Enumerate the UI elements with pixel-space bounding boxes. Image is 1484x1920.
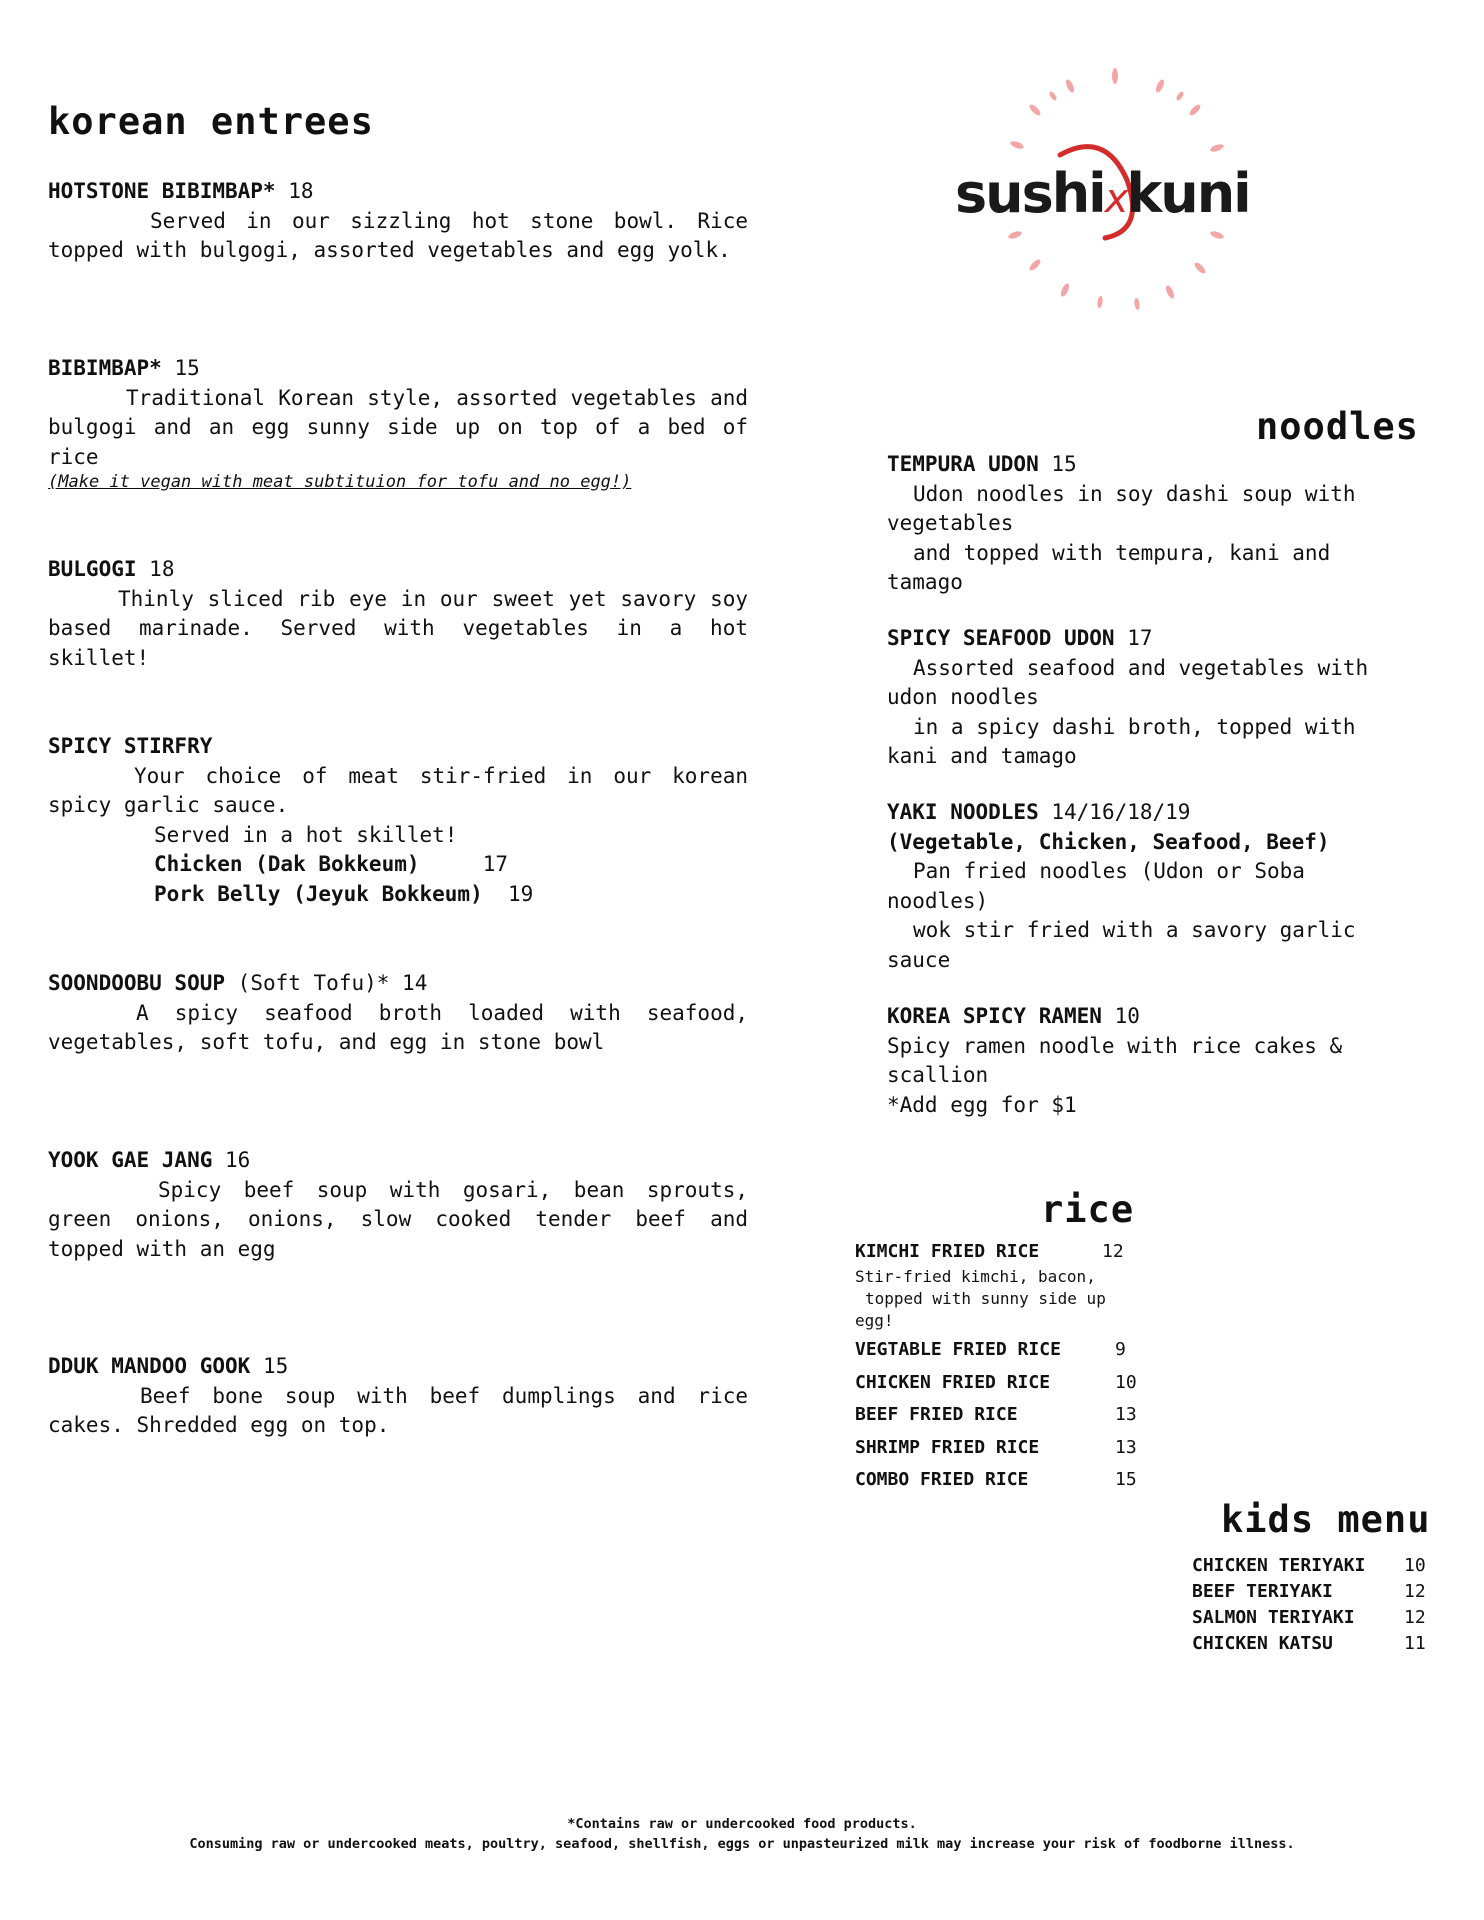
kids-list [1192,1553,1432,1657]
item-price: 15 [1051,452,1077,476]
item-name: CHICKEN KATSU [1192,1633,1333,1654]
item-desc-line: sauce [887,947,951,972]
menu-item-hotstone-bibimbap [48,177,748,266]
item-desc-line: vegetables [887,511,1014,535]
item-desc-line: Pan fried noodles (Udon or Soba [913,859,1305,883]
item-description: Beef bone soup with beef dumplings and rice cakes. Shredded egg on top. [48,1383,748,1437]
item-name: BEEF FRIED RICE [855,1404,1018,1425]
raw-food-disclaimer: *Contains raw or undercooked food products. [567,1816,917,1832]
option-price: 19 [508,881,534,906]
menu-item-bulgogi [48,555,748,673]
item-price: 9 [1115,1339,1126,1360]
item-price: 12 [1102,1241,1124,1262]
logo-text-x: x [1104,176,1127,222]
item-name: SALMON TERIYAKI [1192,1607,1355,1628]
rice-title: rice [1041,1188,1135,1231]
item-name: SPICY STIRFRY [48,734,213,758]
item-desc-line: egg! [855,1311,894,1330]
item-name: DDUK MANDOO GOOK [48,1354,251,1378]
item-description: A spicy seafood broth loaded with seafood, vegetables, soft tofu, and egg in stone bowl [48,1000,748,1054]
item-price: 14/16/18/19 [1051,800,1191,824]
rice-item [855,1334,1155,1367]
option-name: Pork Belly (Jeyuk Bokkeum) [154,881,483,906]
item-name-extra: (Soft Tofu)* [237,971,390,995]
item-name: YAKI NOODLES [887,800,1039,824]
kids-menu-title: kids menu [1221,1498,1431,1541]
item-price: 16 [225,1148,251,1172]
item-name: SPICY SEAFOOD UDON [887,626,1115,650]
item-price: 11 [1404,1633,1426,1654]
option-pork-belly [48,880,748,910]
item-price: 10 [1114,1004,1140,1028]
noodles-title: noodles [1256,405,1419,448]
item-description: Served in our sizzling hot stone bowl. Rice topped with bulgogi, assorted vegetables and egg yolk. [48,208,748,262]
menu-item-yook-gae-jang [48,1146,748,1264]
item-desc-line: tamago [887,570,963,594]
item-desc-line: udon noodles [887,685,1039,709]
item-desc-line: Udon noodles in soy dashi soup with [913,481,1356,506]
item-price: 18 [288,179,314,203]
item-desc-line: Assorted seafood and vegetables with [913,655,1369,680]
rice-item [855,1399,1155,1432]
menu-item-tempura-udon [887,450,1427,598]
item-name: YOOK GAE JANG [48,1148,213,1172]
kids-item [1192,1553,1432,1579]
item-price: 15 [1115,1469,1137,1490]
item-price: 17 [1127,626,1153,650]
vegan-note: (Make it vegan with meat subtituion for tofu and no egg!) [48,472,632,492]
item-desc-line: in a spicy dashi broth, topped with [913,714,1356,739]
item-description: Spicy beef soup with gosari, bean sprouts, green onions, onions, slow cooked tender beef and topped with an egg [48,1177,748,1261]
item-price: 10 [1115,1371,1137,1393]
rice-item [855,1367,1155,1400]
item-name: COMBO FRIED RICE [855,1469,1029,1490]
item-name: BIBIMBAP* [48,356,162,380]
menu-item-spicy-stirfry [48,732,748,909]
item-desc-line: Spicy ramen noodle with rice cakes & [887,1033,1343,1058]
rice-list [855,1334,1155,1497]
item-name: BEEF TERIYAKI [1192,1581,1333,1602]
item-note: Served in a hot skillet! [154,822,458,847]
menu-item-yaki-noodles [887,798,1427,975]
rice-item-kimchi [855,1238,1155,1266]
menu-item-korea-spicy-ramen [887,1002,1427,1120]
item-desc-line: scallion [887,1063,989,1087]
item-description: Your choice of meat stir-fried in our korean spicy garlic sauce. [48,763,748,817]
option-name: Chicken (Dak Bokkeum) [154,852,420,876]
foodborne-illness-warning: Consuming raw or undercooked meats, poultry, seafood, shellfish, eggs or unpasteurized milk may increase your risk of foodborne illness. [189,1836,1295,1852]
item-description: Thinly sliced rib eye in our sweet yet savory soy based marinade. Served with vegetables in a hot skillet! [48,586,748,670]
item-price: 10 [1404,1555,1426,1576]
item-name: KIMCHI FRIED RICE [855,1241,1040,1262]
item-addon: *Add egg for $1 [887,1092,1077,1117]
kids-item [1192,1579,1432,1605]
option-chicken [48,850,748,880]
item-desc-line: topped with sunny side up [865,1289,1106,1308]
item-name: VEGTABLE FRIED RICE [855,1339,1061,1360]
item-name: BULGOGI [48,557,137,581]
item-desc-line: wok stir fried with a savory garlic [913,918,1356,942]
item-price: 14 [402,971,428,995]
item-name: TEMPURA UDON [887,452,1039,476]
option-price: 17 [482,852,509,876]
item-price: 13 [1115,1436,1137,1458]
item-desc-line: noodles) [887,888,989,913]
item-name: KOREA SPICY RAMEN [887,1004,1102,1028]
kids-item [1192,1605,1432,1631]
item-desc-line: and topped with tempura, kani and [913,540,1331,565]
rice-item [855,1464,1155,1497]
item-price: 12 [1404,1581,1426,1602]
rice-section [855,1238,1155,1497]
item-price: 12 [1404,1607,1426,1628]
menu-item-spicy-seafood-udon [887,624,1427,772]
menu-item-soondoobu-soup [48,969,748,1058]
korean-entrees-title: korean entrees [48,100,374,143]
logo-text-sushi: sushi [955,162,1105,225]
kids-item [1192,1631,1432,1657]
logo [955,60,1275,320]
item-name: HOTSTONE BIBIMBAP* [48,179,276,203]
rice-item [855,1432,1155,1465]
item-price: 15 [262,1354,289,1378]
item-options: (Vegetable, Chicken, Seafood, Beef) [887,829,1330,854]
menu-item-bibimbap [48,354,748,492]
item-desc-line: Stir-fried kimchi, bacon, [855,1267,1096,1286]
item-description: Traditional Korean style, assorted vegetables and bulgogi and an egg sunny side up on top of a bed of rice [48,385,748,469]
item-price: 15 [174,356,200,380]
item-name: CHICKEN TERIYAKI [1192,1555,1366,1576]
logo-text-kuni: kuni [1126,162,1250,225]
item-name: SHRIMP FRIED RICE [855,1436,1040,1458]
menu-item-dduk-mandoo-gook [48,1352,748,1441]
item-name: CHICKEN FRIED RICE [855,1371,1051,1393]
item-price: 13 [1115,1404,1137,1425]
item-desc-line: kani and tamago [887,744,1077,768]
item-price: 18 [149,557,175,581]
item-name: SOONDOOBU SOUP [48,971,226,995]
logo-wordmark [955,162,1250,225]
